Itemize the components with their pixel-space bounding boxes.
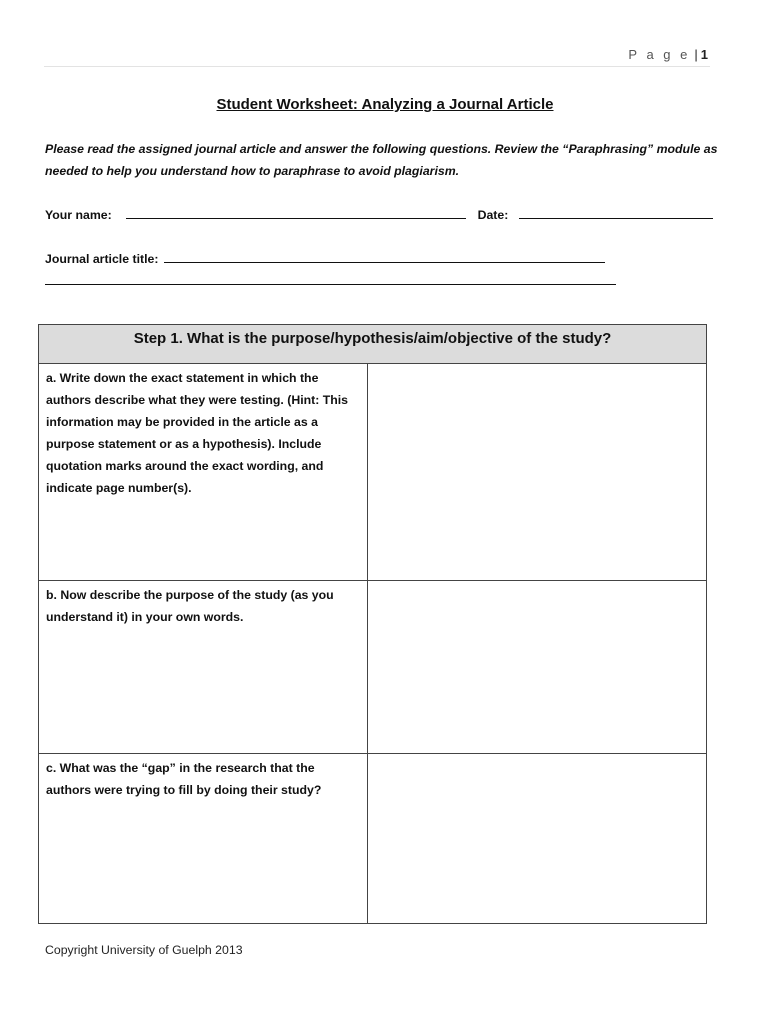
page-label: P a g e	[628, 47, 691, 62]
answer-a-field[interactable]	[368, 364, 706, 580]
question-c: c. What was the “gap” in the research that the authors were trying to fill by doing their study?	[39, 754, 368, 923]
article-title-line	[45, 249, 605, 266]
page-number: 1	[700, 47, 708, 62]
instructions-paragraph: Please read the assigned journal article and answer the following questions. Review the “Paraphrasing” module as needed to help you understand how to paraphrase to avoid plagiarism.	[45, 142, 718, 178]
header-rule	[44, 66, 710, 67]
article-title-continuation-line[interactable]	[45, 284, 616, 285]
question-a: a. Write down the exact statement in which the authors describe what they were testing. (Hint: This information may be provided in the article as a purpose statement or as a hypothesis). Include quotation marks around the exact wording, and indicate page number(s).	[39, 364, 368, 580]
worksheet-title: Student Worksheet: Analyzing a Journal Article	[216, 96, 554, 113]
table-row	[39, 581, 706, 754]
table-row	[39, 364, 706, 581]
article-title-label: Journal article title:	[45, 252, 159, 266]
article-title-field[interactable]	[164, 249, 605, 263]
date-field[interactable]	[519, 205, 713, 219]
date-label: Date:	[477, 208, 509, 222]
question-b: b. Now describe the purpose of the study (as you understand it) in your own words.	[39, 581, 368, 753]
step1-heading: Step 1. What is the purpose/hypothesis/aim/objective of the study?	[39, 325, 706, 364]
name-field[interactable]	[126, 205, 466, 219]
page-number-header	[628, 47, 708, 62]
answer-b-field[interactable]	[368, 581, 706, 753]
table-row	[39, 754, 706, 923]
copyright-footer: Copyright University of Guelph 2013	[45, 943, 243, 957]
name-date-line	[45, 205, 713, 222]
step1-table	[38, 324, 707, 924]
answer-c-field[interactable]	[368, 754, 706, 923]
name-label: Your name:	[45, 208, 112, 222]
page-separator: |	[694, 47, 698, 62]
